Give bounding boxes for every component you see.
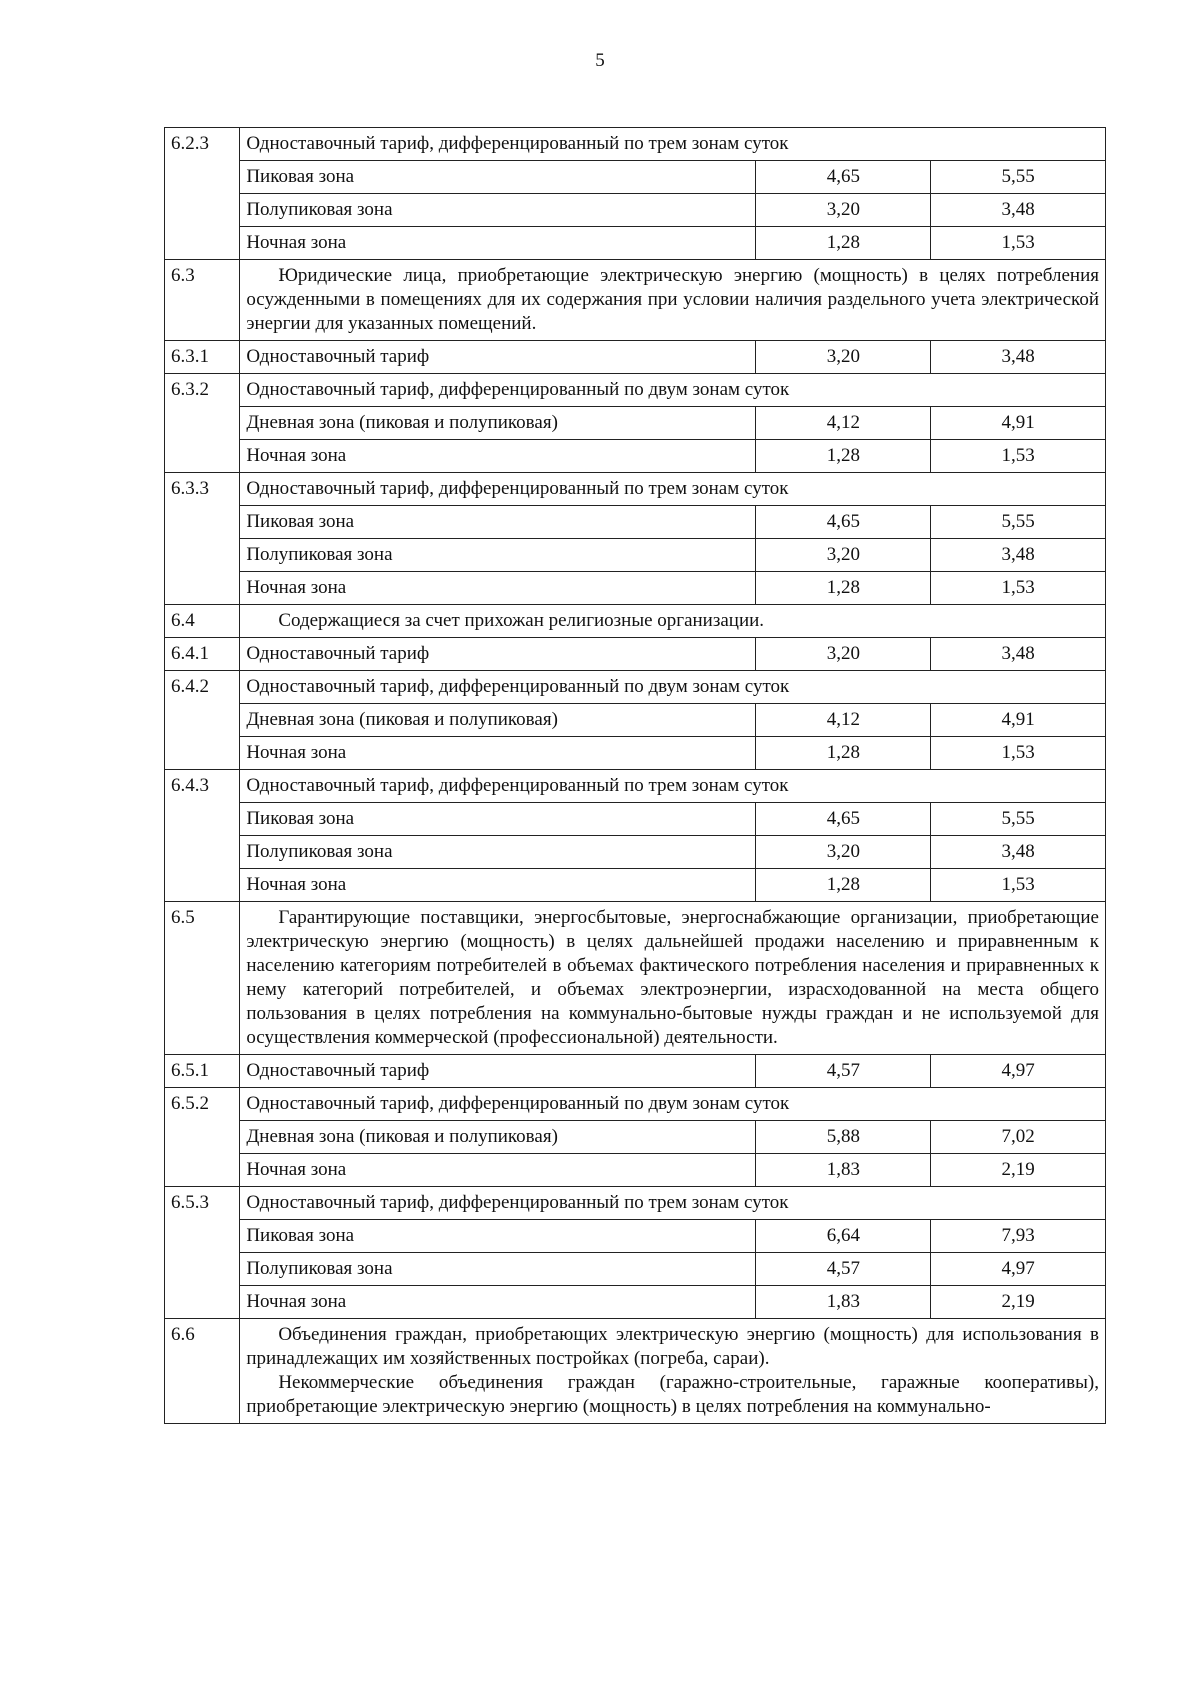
zone-value-2: 2,19 <box>931 1154 1106 1187</box>
zone-value-1: 6,64 <box>756 1220 931 1253</box>
tariff-row <box>165 1055 1106 1088</box>
section-number: 6.2.3 <box>165 128 240 260</box>
zone-value-1: 1,28 <box>756 869 931 902</box>
tariff-value-1: 3,20 <box>756 341 931 374</box>
zone-row <box>165 227 1106 260</box>
zone-value-2: 1,53 <box>931 737 1106 770</box>
section-number: 6.3.3 <box>165 473 240 605</box>
zone-row <box>165 1154 1106 1187</box>
zone-value-1: 4,65 <box>756 161 931 194</box>
section-number: 6.5.1 <box>165 1055 240 1088</box>
section-number: 6.6 <box>165 1319 240 1424</box>
zone-value-2: 3,48 <box>931 539 1106 572</box>
zone-row <box>165 572 1106 605</box>
zone-label: Полупиковая зона <box>240 539 756 572</box>
zone-row <box>165 407 1106 440</box>
section-row <box>165 902 1106 1055</box>
page-number: 5 <box>595 50 605 71</box>
zone-label: Ночная зона <box>240 227 756 260</box>
zone-row <box>165 161 1106 194</box>
description-paragraph: Юридические лица, приобретающие электрическую энергию (мощность) в целях потребления осужденными в помещениях для их содержания при условии наличия раздельного учета электрической энергии для указанных помещений. <box>246 265 1099 334</box>
section-title: Одноставочный тариф, дифференцированный по трем зонам суток <box>240 473 1106 506</box>
tariff-label: Одноставочный тариф <box>240 341 756 374</box>
zone-label: Пиковая зона <box>240 161 756 194</box>
zone-value-2: 3,48 <box>931 194 1106 227</box>
zone-value-1: 3,20 <box>756 836 931 869</box>
tariff-value-2: 3,48 <box>931 341 1106 374</box>
zone-value-1: 4,57 <box>756 1253 931 1286</box>
zone-row <box>165 440 1106 473</box>
tariff-value-2: 3,48 <box>931 638 1106 671</box>
zone-label: Ночная зона <box>240 1154 756 1187</box>
zone-value-1: 1,83 <box>756 1154 931 1187</box>
section-header-row <box>165 128 1106 161</box>
description-paragraph: Некоммерческие объединения граждан (гаражно-строительные, гаражные кооперативы), приобретающие электрическую энергию (мощность) в целях потребления на коммунально- <box>246 1372 1099 1417</box>
zone-value-1: 4,12 <box>756 407 931 440</box>
section-title: Одноставочный тариф, дифференцированный по двум зонам суток <box>240 374 1106 407</box>
zone-value-2: 4,91 <box>931 704 1106 737</box>
zone-label: Ночная зона <box>240 1286 756 1319</box>
zone-label: Полупиковая зона <box>240 194 756 227</box>
zone-row <box>165 1121 1106 1154</box>
section-header-row <box>165 671 1106 704</box>
zone-value-2: 1,53 <box>931 440 1106 473</box>
zone-value-2: 5,55 <box>931 161 1106 194</box>
zone-value-1: 3,20 <box>756 539 931 572</box>
zone-value-2: 2,19 <box>931 1286 1106 1319</box>
zone-label: Пиковая зона <box>240 506 756 539</box>
zone-label: Дневная зона (пиковая и полупиковая) <box>240 1121 756 1154</box>
zone-row <box>165 506 1106 539</box>
section-title: Одноставочный тариф, дифференцированный по трем зонам суток <box>240 770 1106 803</box>
section-number: 6.3.2 <box>165 374 240 473</box>
tariff-label: Одноставочный тариф <box>240 1055 756 1088</box>
section-number: 6.4.1 <box>165 638 240 671</box>
zone-row <box>165 836 1106 869</box>
description-paragraph: Объединения граждан, приобретающих электрическую энергию (мощность) для использования в принадлежащих им хозяйственных постройках (погреба, сараи). <box>246 1324 1099 1369</box>
section-title: Одноставочный тариф, дифференцированный по трем зонам суток <box>240 128 1106 161</box>
zone-label: Полупиковая зона <box>240 836 756 869</box>
zone-value-2: 5,55 <box>931 506 1106 539</box>
tariff-label: Одноставочный тариф <box>240 638 756 671</box>
section-description <box>240 902 1106 1055</box>
zone-row <box>165 194 1106 227</box>
zone-value-2: 5,55 <box>931 803 1106 836</box>
zone-value-2: 7,02 <box>931 1121 1106 1154</box>
zone-value-2: 1,53 <box>931 572 1106 605</box>
zone-value-1: 1,28 <box>756 227 931 260</box>
tariff-row <box>165 341 1106 374</box>
zone-label: Ночная зона <box>240 440 756 473</box>
zone-value-2: 1,53 <box>931 869 1106 902</box>
section-row <box>165 605 1106 638</box>
tariff-table <box>164 127 1106 1424</box>
zone-row <box>165 1286 1106 1319</box>
zone-value-1: 1,83 <box>756 1286 931 1319</box>
zone-row <box>165 869 1106 902</box>
zone-row <box>165 803 1106 836</box>
zone-value-2: 3,48 <box>931 836 1106 869</box>
zone-value-1: 1,28 <box>756 572 931 605</box>
section-row <box>165 260 1106 341</box>
zone-row <box>165 737 1106 770</box>
zone-label: Ночная зона <box>240 869 756 902</box>
zone-label: Полупиковая зона <box>240 1253 756 1286</box>
description-paragraph: Гарантирующие поставщики, энергосбытовые, энергоснабжающие организации, приобретающие электрическую энергию (мощность) в целях дальнейшей продажи населению и приравненным к населению категориям потребителей в объемах фактического потребления населения и приравненных к нему категорий потребителей, и объемах электроэнергии, израсходованной на места общего пользования в целях потребления на коммунально-бытовые нужды граждан и не используемой для осуществления коммерческой (профессиональной) деятельности. <box>246 907 1099 1048</box>
tariff-value-1: 4,57 <box>756 1055 931 1088</box>
zone-label: Ночная зона <box>240 737 756 770</box>
section-header-row <box>165 1187 1106 1220</box>
section-title: Одноставочный тариф, дифференцированный по трем зонам суток <box>240 1187 1106 1220</box>
section-number: 6.5.2 <box>165 1088 240 1187</box>
zone-value-1: 1,28 <box>756 440 931 473</box>
zone-value-2: 7,93 <box>931 1220 1106 1253</box>
zone-value-1: 5,88 <box>756 1121 931 1154</box>
section-description <box>240 605 1106 638</box>
zone-value-2: 1,53 <box>931 227 1106 260</box>
zone-label: Пиковая зона <box>240 1220 756 1253</box>
zone-value-1: 4,65 <box>756 506 931 539</box>
zone-row <box>165 539 1106 572</box>
zone-value-1: 4,12 <box>756 704 931 737</box>
section-description <box>240 260 1106 341</box>
section-header-row <box>165 770 1106 803</box>
section-header-row <box>165 374 1106 407</box>
section-number: 6.4.3 <box>165 770 240 902</box>
zone-value-1: 4,65 <box>756 803 931 836</box>
section-header-row <box>165 473 1106 506</box>
section-number: 6.4.2 <box>165 671 240 770</box>
zone-row <box>165 704 1106 737</box>
description-paragraph: Содержащиеся за счет прихожан религиозные организации. <box>278 610 765 631</box>
section-title: Одноставочный тариф, дифференцированный по двум зонам суток <box>240 1088 1106 1121</box>
section-title: Одноставочный тариф, дифференцированный по двум зонам суток <box>240 671 1106 704</box>
section-number: 6.4 <box>165 605 240 638</box>
section-row <box>165 1319 1106 1424</box>
zone-value-2: 4,91 <box>931 407 1106 440</box>
section-number: 6.3.1 <box>165 341 240 374</box>
zone-label: Пиковая зона <box>240 803 756 836</box>
tariff-row <box>165 638 1106 671</box>
zone-value-1: 1,28 <box>756 737 931 770</box>
zone-row <box>165 1253 1106 1286</box>
section-number: 6.5 <box>165 902 240 1055</box>
zone-label: Дневная зона (пиковая и полупиковая) <box>240 704 756 737</box>
section-number: 6.3 <box>165 260 240 341</box>
tariff-value-1: 3,20 <box>756 638 931 671</box>
section-number: 6.5.3 <box>165 1187 240 1319</box>
zone-label: Ночная зона <box>240 572 756 605</box>
tariff-table-body <box>165 128 1106 1424</box>
section-description <box>240 1319 1106 1424</box>
section-header-row <box>165 1088 1106 1121</box>
zone-row <box>165 1220 1106 1253</box>
zone-value-1: 3,20 <box>756 194 931 227</box>
zone-label: Дневная зона (пиковая и полупиковая) <box>240 407 756 440</box>
tariff-value-2: 4,97 <box>931 1055 1106 1088</box>
zone-value-2: 4,97 <box>931 1253 1106 1286</box>
